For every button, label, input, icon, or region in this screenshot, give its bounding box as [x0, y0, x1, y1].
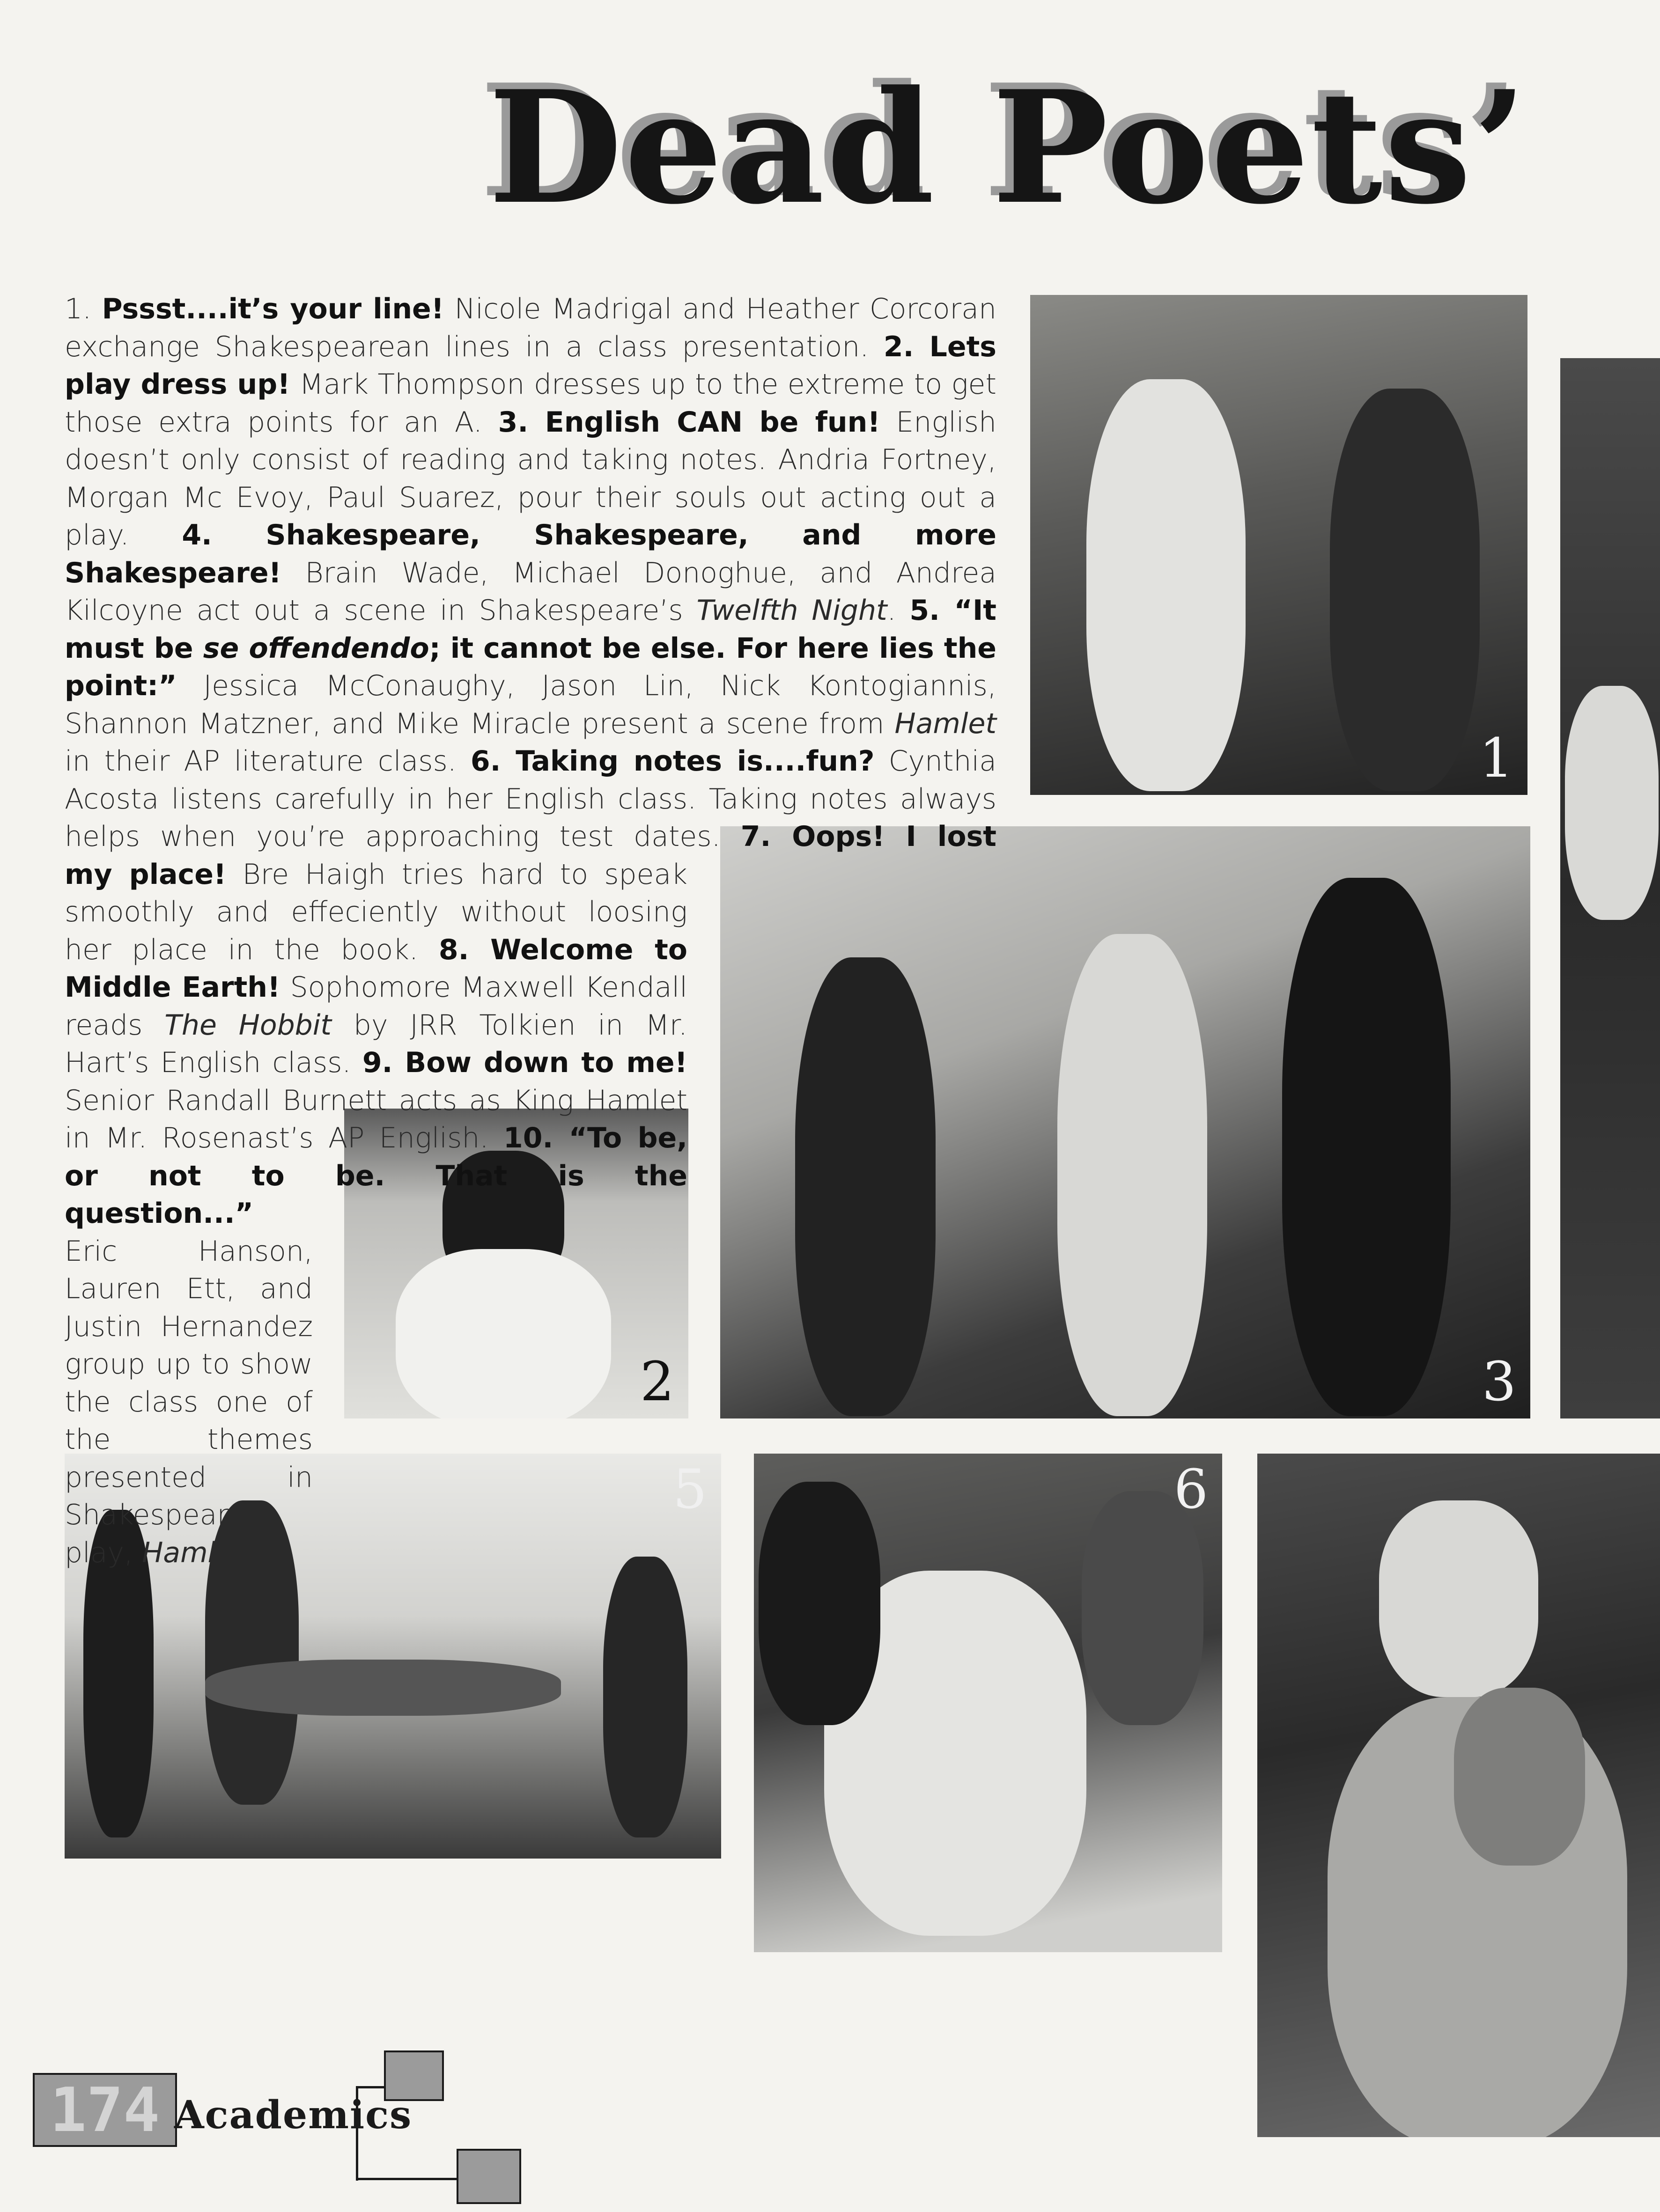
- photo-number-2: 2: [640, 1351, 674, 1413]
- page-title: Dead Poets’: [488, 57, 1529, 238]
- page-number: 174: [33, 2073, 177, 2147]
- caption-block-3: question...” Eric Hanson, Lauren Ett, and Justin Hernandez group up to show the class one of the themes presented in Shakespeare’s play, Hamlet.: [65, 1197, 313, 1569]
- photo-number-1: 1: [1479, 727, 1513, 790]
- photo-edge-strip: [1560, 358, 1660, 1418]
- photo-1: [1030, 295, 1527, 795]
- section-label: Academics: [174, 2093, 413, 2138]
- footer-square: [457, 2149, 521, 2204]
- photo-4: [1257, 1454, 1660, 2137]
- caption-text: [65, 290, 996, 1572]
- caption-block-1: 1. Pssst....it’s your line! Nicole Madrigal and Heather Corcoran exchange Shakespearean lines in a class presentation. 2. Lets play dress up! Mark Thompson dresses up to the extreme to get those extra points for an A. 3. English CAN be fun! English doesn’t only consist of reading and taking notes. Andria Fortney, Morgan Mc Evoy, Paul Suarez, pour their souls out acting out a play. 4. Shakespeare, Shakespeare, and more Shakespeare! Brain Wade, Michael Donoghue, and Andrea Kilcoyne act out a scene in Shakespeare’s Twelfth Night. 5. “It must be se offendendo; it cannot be else. For here lies the point:” Jessica McConaughy, Jason Lin, Nick Kontogiannis, Shannon Matzner, and Mike Miracle present a scene from Hamlet in their AP literature class. 6. Taking notes is....fun? Cynthia Acosta listens carefully in her English class. Taking notes always helps when you’re approaching test dates. 7. Oops! I lost: [65, 293, 997, 853]
- footer-connector-line: [356, 2178, 459, 2180]
- caption-block-2: my place! Bre Haigh tries hard to speak smoothly and effeciently without loosing her place in the book. 8. Welcome to Middle Earth! Sophomore Maxwell Kendall reads The Hobbit by JRR Tolkien in Mr. Hart’s English class. 9. Bow down to me! Senior Randall Burnett acts as King Hamlet in Mr. Rosenast’s AP English. 10. “To be, or not to be. That is the: [65, 858, 688, 1192]
- photo-number-6: 6: [1173, 1458, 1208, 1521]
- photo-number-5: 5: [672, 1458, 707, 1521]
- photo-number-3: 3: [1482, 1351, 1516, 1413]
